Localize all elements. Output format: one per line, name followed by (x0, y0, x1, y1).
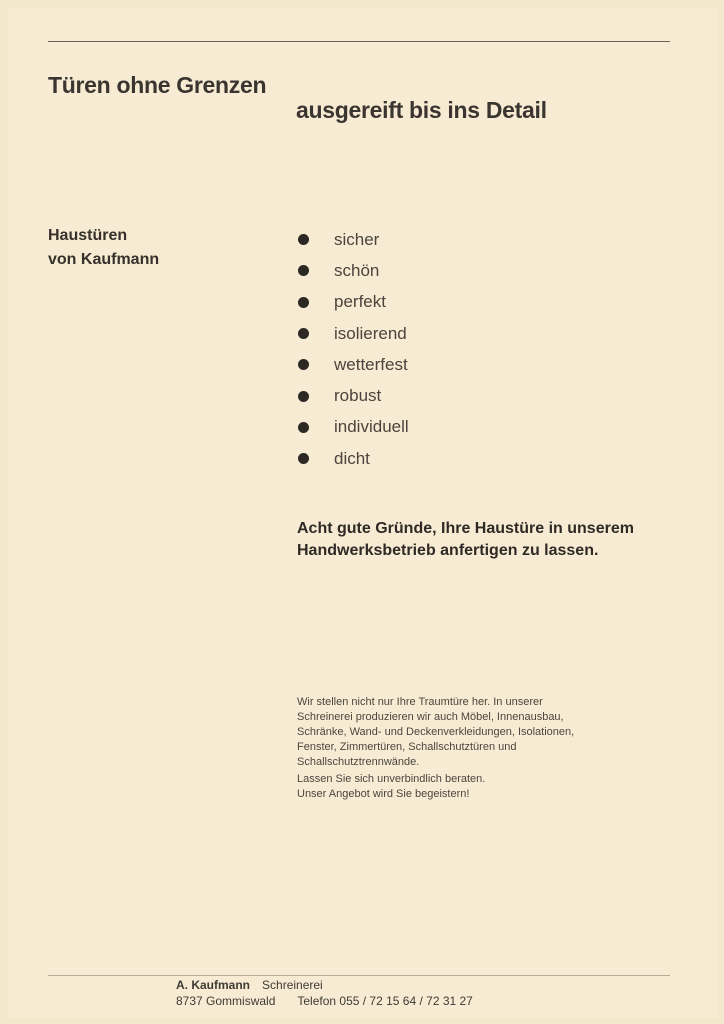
feature-text: wetterfest (334, 354, 408, 374)
headline-line-2: ausgereift bis ins Detail (296, 97, 547, 123)
reasons-line-1: Acht gute Gründe, Ihre Haustüre in unserem (297, 520, 634, 537)
bullet-icon (298, 234, 309, 245)
feature-item (298, 443, 409, 474)
closing-line: Unser Angebot wird Sie begeistern! (297, 788, 470, 800)
bullet-icon (298, 422, 309, 433)
reasons-statement (297, 518, 634, 562)
reasons-line-2: Handwerksbetrieb anfertigen zu lassen. (297, 542, 599, 559)
feature-item (298, 287, 409, 318)
bullet-icon (298, 328, 309, 339)
footer-contact (176, 977, 473, 1009)
bullet-icon (298, 391, 309, 402)
closing-line: Lassen Sie sich unverbindlich beraten. (297, 773, 486, 785)
side-label (48, 224, 159, 272)
feature-item (298, 224, 409, 255)
feature-item (298, 255, 409, 286)
top-divider (48, 41, 670, 42)
feature-text: schön (334, 260, 380, 280)
footer-row-2 (176, 993, 473, 1009)
feature-item (298, 380, 409, 411)
feature-text: isolierend (334, 323, 407, 343)
bullet-icon (298, 297, 309, 308)
feature-item (298, 349, 409, 380)
feature-text: sicher (334, 229, 380, 249)
document-page (8, 8, 718, 1018)
bullet-icon (298, 453, 309, 464)
feature-text: robust (334, 386, 382, 406)
body-line: Fenster, Zimmertüren, Schallschutztüren und (297, 741, 517, 753)
side-label-line-2: von Kaufmann (48, 251, 160, 268)
company-name: A. Kaufmann (176, 978, 251, 992)
feature-text: dicht (334, 448, 370, 468)
feature-text: perfekt (334, 292, 386, 312)
body-line: Wir stellen nicht nur Ihre Traumtüre her. In unserer (297, 696, 543, 708)
body-line: Schreinerei produzieren wir auch Möbel, Innenausbau, (297, 711, 564, 723)
bullet-icon (298, 359, 309, 370)
body-line: Schränke, Wand- und Deckenverkleidungen, Isolationen, (297, 726, 575, 738)
bullet-icon (298, 265, 309, 276)
bottom-divider (48, 975, 670, 976)
body-line: Schallschutztrennwände. (297, 756, 420, 768)
feature-list (298, 224, 409, 474)
company-trade: Schreinerei (262, 978, 323, 992)
feature-item (298, 412, 409, 443)
headline-line-1: Türen ohne Grenzen (48, 72, 267, 98)
feature-item (298, 318, 409, 349)
footer-row-1 (176, 977, 473, 993)
company-address: 8737 Gommiswald (176, 994, 276, 1008)
side-label-line-1: Haustüren (48, 227, 128, 244)
company-phone: Telefon 055 / 72 15 64 / 72 31 27 (297, 994, 473, 1008)
feature-text: individuell (334, 417, 409, 437)
body-paragraph (297, 695, 574, 802)
